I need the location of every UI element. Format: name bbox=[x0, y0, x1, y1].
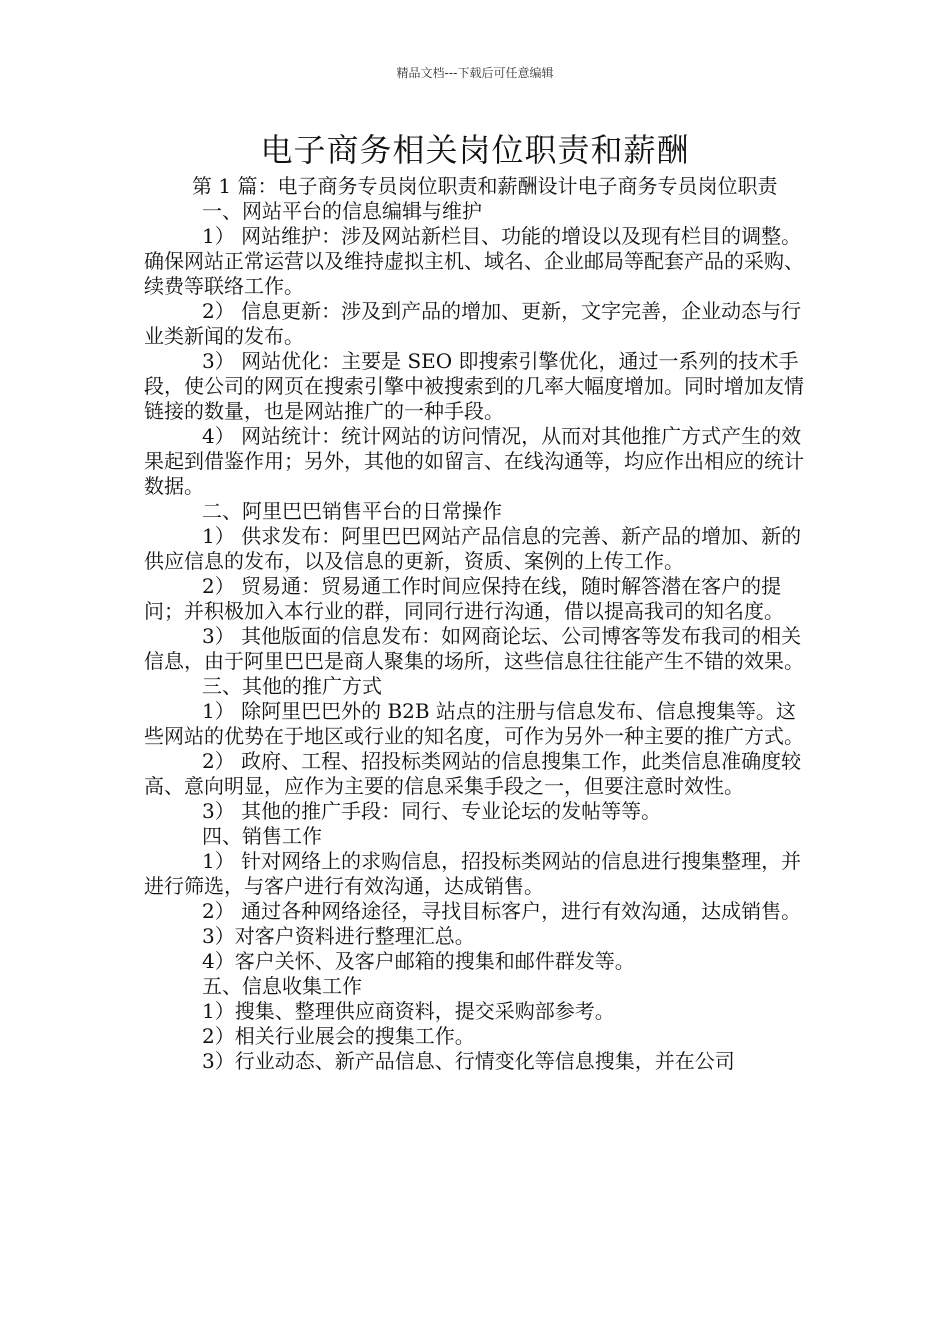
section-heading-2: 二、阿里巴巴销售平台的日常操作 bbox=[202, 499, 502, 523]
list-item: 1） 针对网络上的求购信息，招投标类网站的信息进行搜集整理，并进行筛选，与客户进行有效沟通，达成销售。 bbox=[144, 849, 802, 898]
list-item: 3） 其他版面的信息发布：如网商论坛、公司博客等发布我司的相关信息，由于阿里巴巴是商人聚集的场所，这些信息往往能产生不错的效果。 bbox=[144, 624, 804, 673]
section-heading-4: 四、销售工作 bbox=[202, 824, 322, 848]
section-heading-5: 五、信息收集工作 bbox=[202, 974, 362, 998]
section-heading-3: 三、其他的推广方式 bbox=[202, 674, 382, 698]
header-watermark: 精品文档---下载后可任意编辑 bbox=[396, 66, 554, 80]
list-item: 3）行业动态、新产品信息、行情变化等信息搜集，并在公司 bbox=[202, 1049, 735, 1073]
intro-paragraph: 第 1 篇：电子商务专员岗位职责和薪酬设计电子商务专员岗位职责 bbox=[192, 174, 778, 198]
list-item: 3） 其他的推广手段：同行、专业论坛的发帖等等。 bbox=[202, 799, 662, 823]
list-item: 2） 信息更新：涉及到产品的增加、更新，文字完善，企业动态与行业类新闻的发布。 bbox=[144, 299, 802, 348]
document-title: 电子商务相关岗位职责和薪酬 bbox=[260, 131, 690, 169]
list-item: 4） 网站统计：统计网站的访问情况，从而对其他推广方式产生的效果起到借鉴作用；另外，其他的如留言、在线沟通等，均应作出相应的统计数据。 bbox=[144, 424, 804, 498]
list-item: 2） 政府、工程、招投标类网站的信息搜集工作，此类信息准确度较高、意向明显，应作为主要的信息采集手段之一，但要注意时效性。 bbox=[144, 749, 802, 798]
list-item: 1） 除阿里巴巴外的 B2B 站点的注册与信息发布、信息搜集等。这些网站的优势在于地区或行业的知名度，可作为另外一种主要的推广方式。 bbox=[144, 699, 804, 748]
list-item: 1） 供求发布：阿里巴巴网站产品信息的完善、新产品的增加、新的供应信息的发布，以及信息的更新，资质、案例的上传工作。 bbox=[144, 524, 802, 573]
list-item: 2） 贸易通：贸易通工作时间应保持在线，随时解答潜在客户的提问；并积极加入本行业的群，同同行进行沟通，借以提高我司的知名度。 bbox=[144, 574, 784, 623]
list-item: 1） 网站维护：涉及网站新栏目、功能的增设以及现有栏目的调整。确保网站正常运营以及维持虚拟主机、域名、企业邮局等配套产品的采购、续费等联络工作。 bbox=[144, 224, 804, 298]
document-body bbox=[144, 174, 810, 1074]
list-item: 4）客户关怀、及客户邮箱的搜集和邮件群发等。 bbox=[202, 949, 635, 973]
list-item: 3）对客户资料进行整理汇总。 bbox=[202, 924, 475, 948]
list-item: 3） 网站优化：主要是 SEO 即搜索引擎优化，通过一系列的技术手段，使公司的网页在搜索引擎中被搜索到的几率大幅度增加。同时增加友情链接的数量，也是网站推广的一种手段。 bbox=[144, 349, 804, 423]
list-item: 1）搜集、整理供应商资料，提交采购部参考。 bbox=[202, 999, 615, 1023]
list-item: 2） 通过各种网络途径，寻找目标客户，进行有效沟通，达成销售。 bbox=[202, 899, 802, 923]
section-heading-1: 一、网站平台的信息编辑与维护 bbox=[202, 199, 482, 223]
list-item: 2）相关行业展会的搜集工作。 bbox=[202, 1024, 475, 1048]
